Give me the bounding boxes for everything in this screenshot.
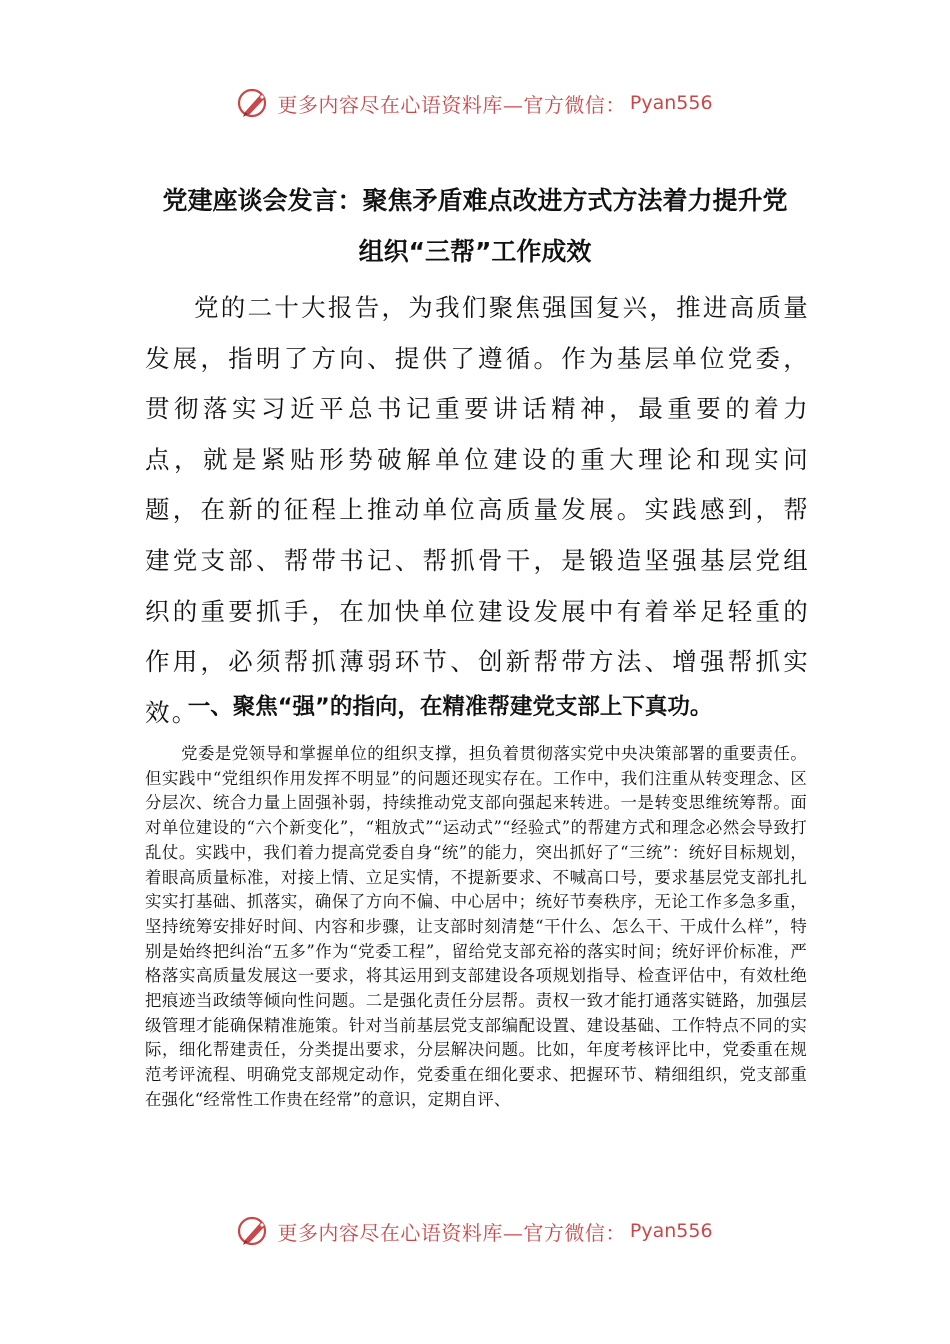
watermark-wechat-id: Pyan556 [629,1220,713,1242]
fountain-pen-icon [237,1214,271,1248]
intro-paragraph: 党的二十大报告，为我们聚焦强国复兴，推进高质量发展，指明了方向、提供了遵循。作为基层单位党委，贯彻落实习近平总书记重要讲话精神，最重要的着力点，就是紧贴形势破解单位建设的重大理论和现实问题，在新的征程上推动单位高质量发展。实践感到，帮建党支部、帮带书记、帮抓骨干，是锻造坚强基层党组织的重要抓手，在加快单位建设发展中有着举足轻重的作用，必须帮抓薄弱环节、创新帮带方法、增强帮抓实效。 [145,293,810,727]
watermark-text: 更多内容尽在心语资料库—官方微信： [277,1220,626,1245]
watermark-banner-top [0,78,950,128]
title-line-2: 组织“三帮”工作成效 [358,237,592,266]
fountain-pen-icon [237,86,271,120]
section-heading-1: 一、聚焦“强”的指向，在精准帮建党支部上下真功。 [187,694,713,720]
watermark-text: 更多内容尽在心语资料库—官方微信： [277,92,626,117]
title-line-1: 党建座谈会发言：聚焦矛盾难点改进方式方法着力提升党 [162,186,788,215]
document-title [130,175,820,277]
watermark-banner-bottom [0,1206,950,1256]
section-1-body: 党委是党领导和掌握单位的组织支撑，担负着贯彻落实党中央决策部署的重要责任。但实践中“党组织作用发挥不明显”的问题还现实存在。工作中，我们注重从转变理念、区分层次、统合力量上固强补弱，持续推动党支部向强起来转进。一是转变思维统筹帮。面对单位建设的“六个新变化”，“粗放式”“运动式”“经验式”的帮建方式和理念必然会导致打乱仗。实践中，我们着力提高党委自身“统”的能力，突出抓好了“三统”：统好目标规划，着眼高质量标准，对接上情、立足实情，不提新要求、不喊高口号，要求基层党支部扎扎实实打基础、抓落实，确保了方向不偏、中心居中；统好节奏秩序，无论工作多急多重，坚持统筹安排好时间、内容和步骤，让支部时刻清楚“干什么、怎么干、干成什么样”，特别是始终把纠治“五多”作为“党委工程”，留给党支部充裕的落实时间；统好评价标准，严格落实高质量发展这一要求，将其运用到支部建设各项规划指导、检查评估中，有效杜绝把痕迹当政绩等倾向性问题。二是强化责任分层帮。责权一致才能打通落实链路，加强层级管理才能确保精准施策。针对当前基层党支部编配设置、建设基础、工作特点不同的实际，细化帮建责任，分类提出要求，分层解决问题。比如，年度考核评比中，党委重在规范考评流程、明确党支部规定动作，党委重在细化要求、把握环节、精细组织，党支部重在强化“经常性工作贵在经常”的意识，定期自评、 [145,744,807,1109]
watermark-wechat-id: Pyan556 [629,92,713,114]
